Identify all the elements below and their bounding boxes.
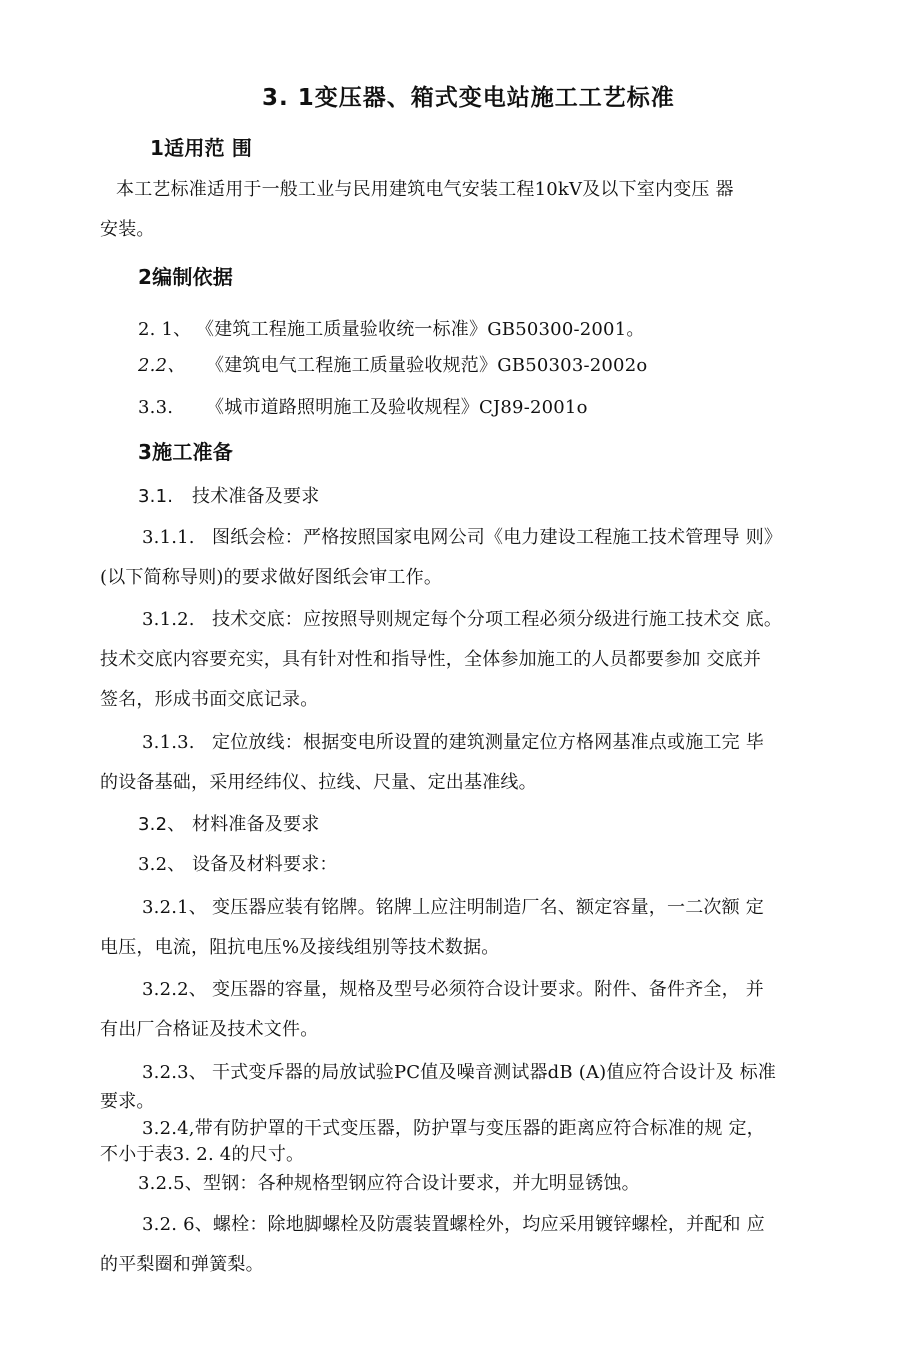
item-3-2-1-line-2: 电压，电流，阻抗电压%及接线组别等技术数据。	[100, 937, 500, 958]
section-2-heading: 2编制依据	[138, 265, 233, 289]
reference-1-text: 《建筑工程施工质量验收统一标准》GB50300-2001。	[196, 319, 645, 340]
item-3-1-1-line-1: 图纸会检：严格按照国家电网公司《电力建设工程施工技术管理导 则》	[212, 527, 783, 548]
item-3-2-6-line-2: 的平梨圈和弹簧梨。	[100, 1254, 264, 1275]
item-3-2-4-line-1: 3.2.4,带有防护罩的干式变压器，防护罩与变压器的距离应符合标准的规 定，	[142, 1118, 765, 1139]
item-3-1-3-line-1: 定位放线：根据变电所设置的建筑测量定位方格网基准点或施工完 毕	[212, 732, 764, 753]
item-3-2-6-line-1: 3.2. 6、螺栓：除地脚螺栓及防震装置螺栓外，均应采用镀锌螺栓，并配和 应	[142, 1214, 765, 1235]
reference-3-number: 3.3.	[138, 397, 174, 418]
reference-2-number: 2.2、	[138, 355, 186, 376]
subsection-3-2b-number: 3.2、	[138, 854, 186, 875]
item-3-1-1-line-2: (以下简称导则)的要求做好图纸会审工作。	[100, 567, 443, 588]
subsection-3-2-number: 3.2、	[138, 814, 186, 835]
section-1-paragraph-line-1: 本工艺标准适用于一般工业与民用建筑电气安装工程10kV及以下室内变压 器	[116, 179, 734, 200]
item-3-2-1-line-1: 变压器应装有铭牌。铭牌丄应注明制造厂名、额定容量，一二次额 定	[212, 897, 764, 918]
section-3-heading: 3施工准备	[138, 440, 233, 464]
item-3-2-2-line-2: 有出厂合格证及技术文件。	[100, 1019, 319, 1040]
item-3-2-3-number: 3.2.3、	[142, 1062, 207, 1083]
item-3-1-1-number: 3.1.1.	[142, 527, 195, 548]
item-3-1-3-number: 3.1.3.	[142, 732, 195, 753]
subsection-3-2b-label: 设备及材料要求：	[192, 854, 338, 875]
subsection-3-1-label: 技术准备及要求	[192, 486, 320, 507]
subsection-3-2-label: 材料准备及要求	[192, 814, 320, 835]
item-3-1-3-line-2: 的设备基础，采用经纬仪、拉线、尺量、定出基准线。	[100, 772, 537, 793]
reference-2-text: 《建筑电气工程施工质量验收规范》GB50303-2002o	[206, 355, 648, 376]
item-3-1-2-line-3: 签名，形成书面交底记录。	[100, 689, 319, 710]
item-3-2-2-line-1: 变压器的容量，规格及型号必须符合设计要求。附件、备件齐全， 并	[212, 979, 764, 1000]
reference-1-number: 2. 1、	[138, 319, 192, 340]
item-3-2-1-number: 3.2.1、	[142, 897, 207, 918]
item-3-1-2-number: 3.1.2.	[142, 609, 195, 630]
section-1-paragraph-line-2: 安装。	[100, 219, 155, 240]
subsection-3-1-number: 3.1.	[138, 486, 174, 507]
item-3-1-2-line-2: 技术交底内容要充实，具有针对性和指导性，全体参加施工的人员都要参加 交底并	[100, 649, 762, 670]
item-3-2-2-number: 3.2.2、	[142, 979, 207, 1000]
item-3-2-3-line-1: 干式变斥器的局放试验PC值及噪音测试器dB (A)值应符合设计及 标准	[212, 1062, 777, 1083]
reference-3-text: 《城市道路照明施工及验收规程》CJ89-2001o	[206, 397, 588, 418]
page-title: 3. 1变压器、箱式变电站施工工艺标准	[262, 85, 675, 111]
item-3-2-3-line-2: 要求。	[100, 1091, 155, 1112]
item-3-2-4-line-2: 不小于表3. 2. 4的尺寸。	[100, 1144, 305, 1165]
item-3-1-2-line-1: 技术交底：应按照导则规定每个分项工程必须分级进行施工技术交 底。	[212, 609, 783, 630]
section-1-heading: 1适用范 围	[150, 136, 253, 160]
item-3-2-5: 3.2.5、型钢：各种规格型钢应符合设计要求，并尢明显锈蚀。	[138, 1173, 640, 1194]
